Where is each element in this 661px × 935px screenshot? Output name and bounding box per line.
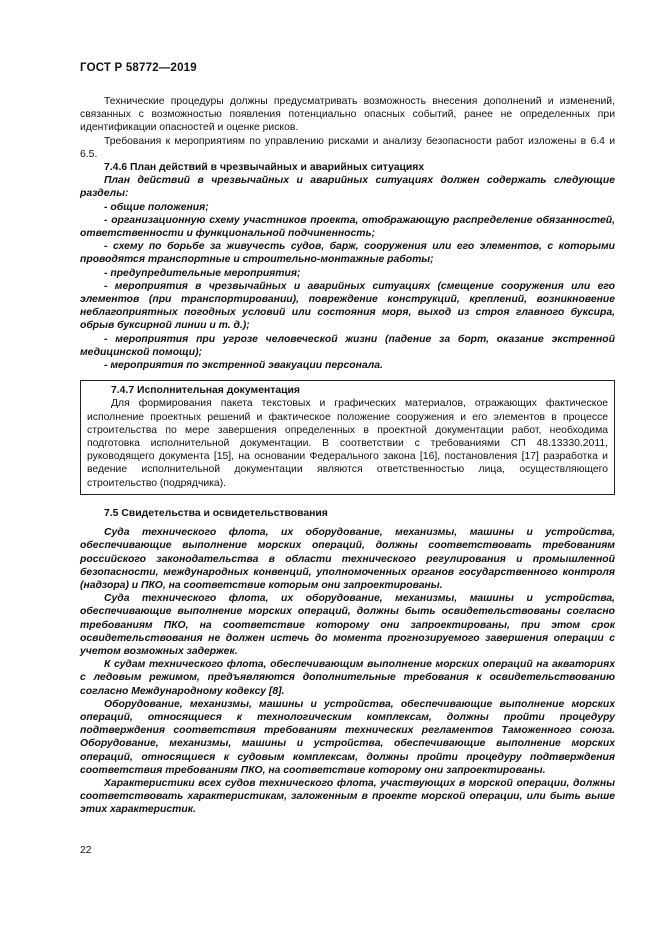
paragraph: Технические процедуры должны предусматривать возможность внесения дополнений и изменений, связанных с возможностью появления потенциально опасных событий, ранее не определенных при идентификации опасностей и оценке рисков. (80, 96, 615, 134)
list-item: - предупредительные мероприятия; (104, 267, 301, 279)
list-item: - организационную схему участников проекта, отображающую распределение обязанностей, ответственности и функциональной подчиненность; (80, 214, 615, 240)
paragraph: Суда технического флота, их оборудование, механизмы, машины и устройства, обеспечивающие выполнение морских операций, должны быть освидетельствованы согласно требованиям ПКО, на соответствие которому они запроектированы, при этом срок освидетельствования не должен истечь до момента прогнозируемого завершения операции с учетом возможных задержек. (80, 593, 615, 657)
list-item: - общие положения; (104, 201, 209, 213)
list-item: - схему по борьбе за живучесть судов, барж, сооружения или его элементов, с которыми проводятся транспортные и строительно-монтажные работы; (80, 241, 615, 266)
list-item: - мероприятия при угрозе человеческой жизни (падение за борт, оказание экстренной медицинской помощи); (80, 333, 615, 358)
page-number: 22 (80, 845, 92, 856)
section-heading-7-5: 7.5 Свидетельства и освидетельствования (104, 507, 328, 519)
paragraph: Оборудование, механизмы, машины и устройства, обеспечивающие выполнение морских операций, относящиеся к технологическим комплексам, должны пройти процедуру подтверждения соответствия требованиям технических регламентов Таможенного союза. Оборудование, механизмы, машины и устройства, обеспечивающие выполнение морских операций, относящиеся к судовым комплексам, должны пройти процедуру подтверждения соответствия требованиям ПКО, на соответствие которому они запроектированы. (80, 698, 615, 776)
section-heading-7-4-7: 7.4.7 Исполнительная документация (111, 385, 300, 397)
paragraph: Требования к мероприятиям по управлению рисками и анализу безопасности работ изложены в 6.4 и 6.5. (80, 135, 615, 160)
change-frame-7-4-7 (80, 380, 615, 495)
paragraph: К судам технического флота, обеспечивающим выполнение морских операций на акваториях с ледовым режимом, предъявляются дополнительные требования к освидетельствованию согласно Международному кодексу [8]. (80, 659, 615, 697)
paragraph: Характеристики всех судов технического флота, участвующих в морской операции, должны соответствовать характеристикам, заложенным в проекте морской операции, или быть выше этих характеристик. (80, 777, 615, 816)
page-body (80, 95, 615, 817)
paragraph: Для формирования пакета текстовых и графических материалов, отражающих фактическое исполнение проектных решений и фактическое положение сооружения и его элементов в процессе строительства по мере завершения определенных в проектной документации работ, необходима подготовка исполнительной документации. В соответствии с требованиями СП 48.13330.2011, руководящего документа [15], на основании Федерального закона [16], постановления [17] разработка и ведение исполнительной документации являются ответственностью лица, осуществляющего строительство (подрядчика). (87, 398, 608, 489)
document-code: ГОСТ Р 58772—2019 (80, 62, 197, 74)
list-item: - мероприятия по экстренной эвакуации персонала. (104, 360, 383, 372)
list-intro: План действий в чрезвычайных и аварийных ситуациях должен содержать следующие разделы: (80, 175, 615, 200)
list-item: - мероприятия в чрезвычайных и аварийных ситуациях (смещение сооружения или его элементов (при транспортировании), повреждение конструкций, креплений, возникновение неблагоприятных погодных условий или состояния моря, выход из строя главного буксира, обрыв буксирной линии и т. д.); (80, 280, 615, 332)
paragraph: Суда технического флота, их оборудование, механизмы, машины и устройства, обеспечивающие выполнение морских операций, должны соответствовать требованиям российского законодательства в области технического регулирования и промышленной безопасности, международных конвенций, уполномоченных органов государственного контроля (надзора) и ПКО, на соответствие которым они запроектированы. (80, 527, 615, 591)
section-heading-7-4-6: 7.4.6 План действий в чрезвычайных и аварийных ситуациях (104, 162, 425, 174)
